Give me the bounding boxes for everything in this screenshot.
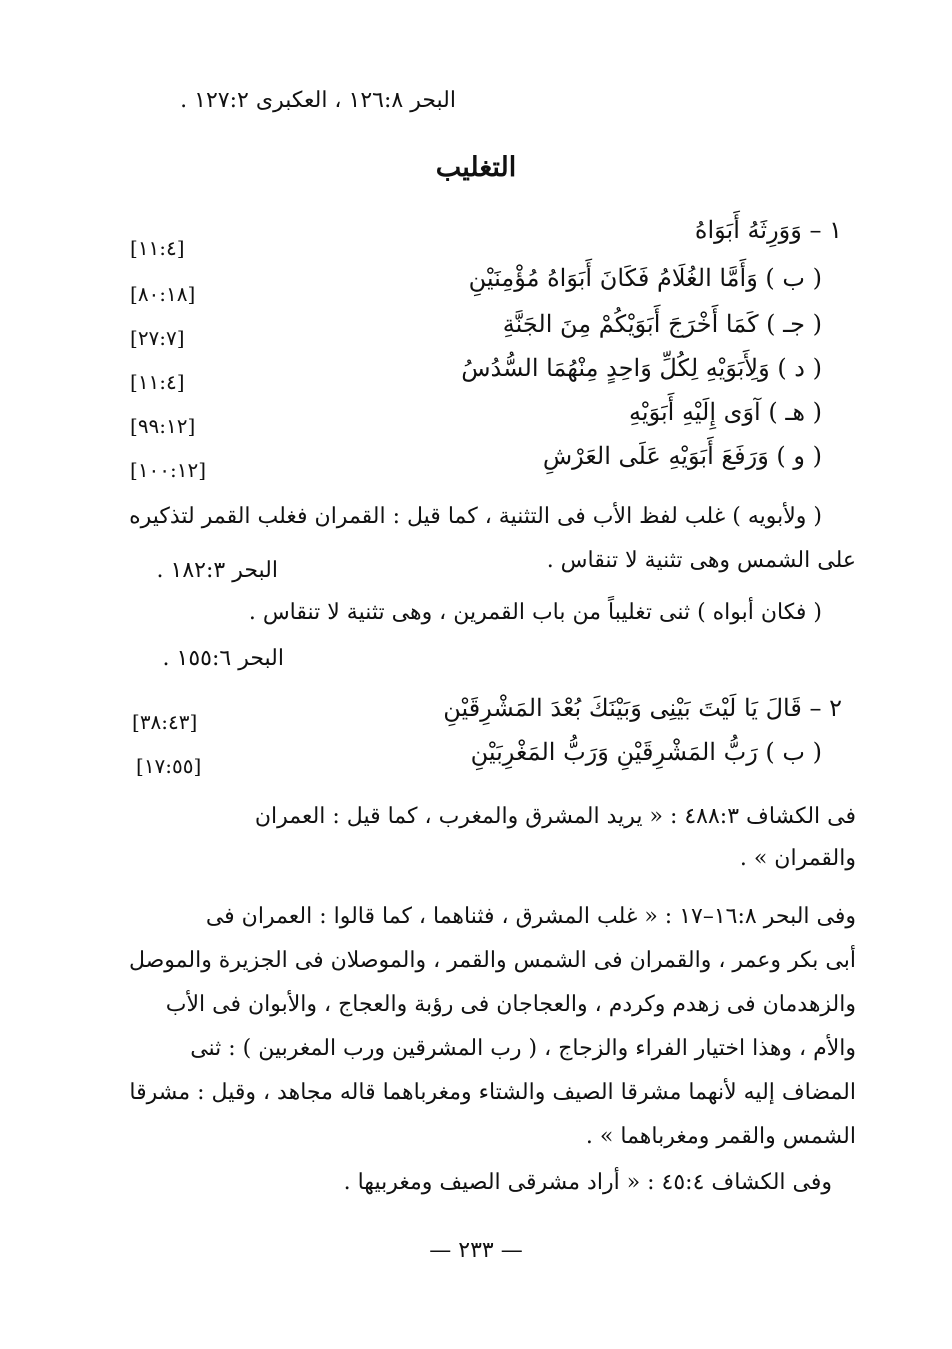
- bahr-line-4: والأم ، وهذا اختيار الفراء والزجاج ، ( رب المشرقين ورب المغربين ) : ثنى: [190, 1036, 856, 1061]
- note1-line2: على الشمس وهى تثنية لا تنقاس .: [546, 548, 856, 573]
- verse-1b: ( ب ) وَأَمَّا الغُلَامُ فَكَانَ أَبَوَاهُ مُؤْمِنَيْنِ: [468, 264, 822, 292]
- note2-line1: ( فكان أبواه ) ثنى تغليباً من باب القمرين ، وهى تثنية لا تنقاس .: [248, 600, 822, 625]
- note2-source: البحر ١٥٥:٦ .: [162, 646, 284, 671]
- bahr-line-2: أبى بكر وعمر ، والقمران فى الشمس والقمر ، والموصلان فى الجزيرة والموصل: [128, 948, 856, 973]
- kashshaf-note-line2: والقمران » .: [739, 846, 856, 871]
- bahr-line-5: المضاف إليه لأنهما مشرقا الصيف والشتاء ومغرباهما قاله مجاهد ، وقيل : مشرقا: [129, 1080, 856, 1105]
- verse-1b-ref: [٨٠:١٨]: [130, 282, 196, 306]
- verse-2b-ref: [١٧:٥٥]: [136, 754, 202, 778]
- verse-1-ref: [١١:٤]: [130, 236, 185, 260]
- verse-2-ref: [٣٨:٤٣]: [132, 710, 198, 734]
- verse-1f-ref: [١٠٠:١٢]: [130, 458, 207, 482]
- kashshaf-note-2: وفى الكشاف ٤٥:٤ : « أراد مشرقى الصيف ومغربيها .: [343, 1170, 832, 1195]
- verse-1f: ( و ) وَرَفَعَ أَبَوَيْهِ عَلَى العَرْشِ: [542, 442, 822, 470]
- top-reference: البحر ١٢٦:٨ ، العكبرى ١٢٧:٢ .: [180, 88, 456, 113]
- verse-1: ١ – وَوَرِثَهُ أَبَوَاهُ: [694, 216, 842, 244]
- note1-line1: ( ولأبويه ) غلب لفظ الأب فى التثنية ، كما قيل : القمران فغلب القمر لتذكيره: [129, 504, 822, 529]
- verse-2: ٢ – قَالَ يَا لَيْتَ بَيْنِى وَبَيْنَكَ بُعْدَ المَشْرِقَيْنِ: [443, 694, 842, 722]
- page-number: — ٢٣٣ —: [429, 1238, 523, 1263]
- verse-1e: ( هـ ) آوَى إِلَيْهِ أَبَوَيْهِ: [629, 398, 822, 426]
- verse-2b: ( ب ) رَبُّ المَشْرِقَيْنِ وَرَبُّ المَغْرِبَيْنِ: [470, 738, 822, 766]
- verse-1c-ref: [٢٧:٧]: [130, 326, 185, 350]
- section-title: التغليب: [435, 152, 517, 183]
- verse-1d-ref: [١١:٤]: [130, 370, 185, 394]
- verse-1e-ref: [٩٩:١٢]: [130, 414, 196, 438]
- verse-1c: ( جـ ) كَمَا أَخْرَجَ أَبَوَيْكُمْ مِنَ الجَنَّةِ: [502, 310, 822, 338]
- note1-source: البحر ١٨٢:٣ .: [156, 558, 278, 583]
- verse-1d: ( د ) وَلِأَبَوَيْهِ لِكُلِّ وَاحِدٍ مِنْهُمَا السُّدُسُ: [461, 354, 822, 382]
- bahr-line-3: والزهدمان فى زهدم وكردم ، والعجاجان فى رؤبة والعجاج ، والأبوان فى الأب: [165, 992, 856, 1017]
- kashshaf-note-line1: فى الكشاف ٤٨٨:٣ : « يريد المشرق والمغرب ، كما قيل : العمران: [254, 804, 856, 829]
- bahr-line-6: الشمس والقمر ومغرباهما » .: [585, 1124, 856, 1149]
- bahr-line-1: وفى البحر ١٦:٨–١٧ : « غلب المشرق ، فثناهما ، كما قالوا : العمران فى: [205, 904, 856, 929]
